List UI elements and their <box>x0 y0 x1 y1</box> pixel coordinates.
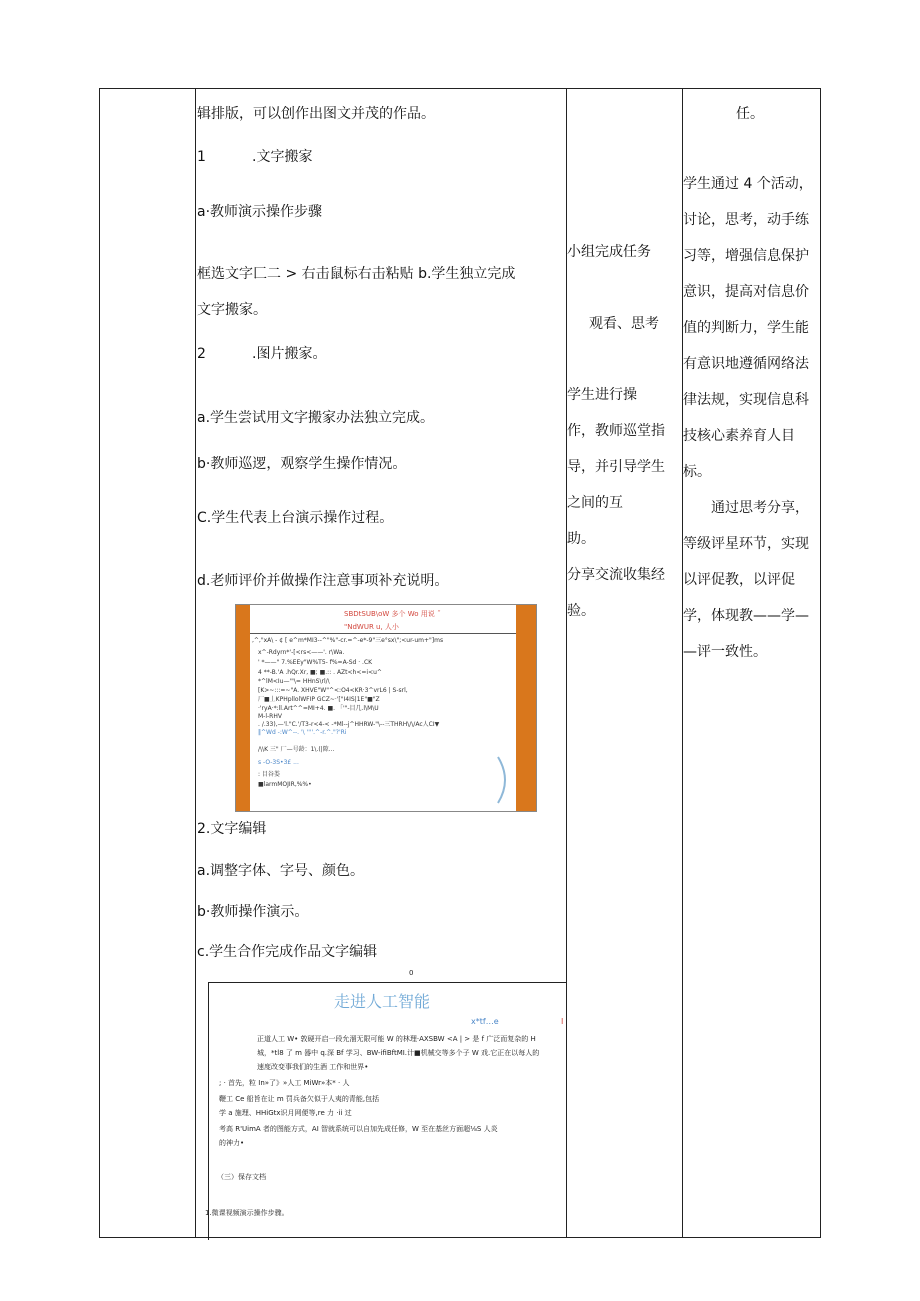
intent-line: 通过思考分享， <box>711 500 809 516</box>
intent-line: 标。 <box>683 464 711 480</box>
select-copy-instructions: 框选文字匚二 > 右击鼠标右击粘贴 b.学生独立完成 <box>197 266 516 282</box>
left-orange-bar <box>236 605 250 811</box>
screenshot-line: . /.33),—'l."C.'/T3-r<4-< -*Ml--j^HHRW-"\--三THRH\/\/Ac人CI▼ <box>258 721 440 728</box>
section2-step-c: c.学生合作完成作品文字编辑 <box>197 944 378 960</box>
article-paragraph: 速度改变事我们的生酒 工作和世界• <box>257 1063 369 1071</box>
intent-line: 以评促教，以评促 <box>683 572 795 588</box>
share-line: 验。 <box>567 603 595 619</box>
design-intent-column <box>683 89 817 1237</box>
student-try-step: a.学生尝试用文字搬家办法独立完成。 <box>197 410 435 426</box>
screenshot-header-2: "NdWUR u, 人小 <box>344 623 399 631</box>
intent-line: 学生通过 4 个活动， <box>683 176 813 192</box>
intent-line: 习等，增强信息保护 <box>683 248 809 264</box>
curve-decoration-icon <box>494 755 514 805</box>
activity-column <box>567 89 671 1237</box>
intent-line: 等级评星环节，实现 <box>683 536 809 552</box>
screenshot-line: [K>~:::=~"A. XHVE"W"^<:O4<KR·3^vrL6 | S-srl, <box>258 687 408 694</box>
group-task: 小组完成任务 <box>567 244 651 260</box>
screenshot-line: 4 **-B.'A .hQr.Xr, ■; ■.:: . AZt<h<=i<u^ <box>258 669 382 676</box>
screenshot-line: /\\K 三" 厂—号龄：1\.(|隙... <box>258 746 335 753</box>
intent-line: 技核心素养育人目 <box>683 428 795 444</box>
intent-line: 有意识地遵循网络法 <box>683 356 809 372</box>
screenshot-line: : 目谷娄 <box>258 771 280 778</box>
lesson-table <box>99 88 821 1238</box>
article-title: 走进人工智能 <box>334 992 431 1011</box>
intent-line: 任。 <box>736 106 764 122</box>
watch-think: 观看、思考 <box>589 316 659 332</box>
screenshot-line: s -O-3S•3£ ... <box>258 759 299 766</box>
intent-line: 意识，提高对信息价 <box>683 284 809 300</box>
teacher-demo-steps: a·教师演示操作步骤 <box>197 204 323 220</box>
article-paragraph: 考高 R'UimA 者的图能方式，AI 智就系统可以自加先成任修，W 至在基丝方面超⅛S 人炎 <box>219 1125 498 1133</box>
student-operate-line: 之间的互 <box>567 495 623 511</box>
screenshot-line: ■larmMOJIR,%%• <box>258 781 312 788</box>
text-move-label: 文字搬家。 <box>197 302 267 318</box>
intent-line: 学，体现教——学— <box>683 608 809 624</box>
screenshot-line: ' *——" 7.%EEy"W%T5- f%=A-Sd · .CK <box>258 659 373 666</box>
student-operate-line: 学生进行操 <box>567 387 637 403</box>
screenshot-line: *^lM<Iu—'"\= HHnS\rl/\ <box>258 678 330 685</box>
corner-mark: I <box>561 1017 564 1026</box>
column-divider-1 <box>195 89 196 1237</box>
screenshot-header: SBDtSUB\oW 多个 Wo 用说 ˝ <box>344 610 441 618</box>
section2-title: 2.文字编辑 <box>197 821 267 837</box>
intro-line: 辑排版，可以创作出图文并茂的作品。 <box>197 106 435 122</box>
article-paragraph: 的神力• <box>219 1139 245 1147</box>
item2-label: .图片搬家。 <box>252 346 327 362</box>
save-document-item: 1.微课视频演示操作步骤。 <box>205 1209 289 1217</box>
article-subtitle: x*tf…e <box>471 1017 499 1026</box>
teacher-patrol-step: b·教师巡逻，观察学生操作情况。 <box>197 456 407 472</box>
embedded-screenshot-document-editor <box>235 604 537 812</box>
share-line: 分享交流收集经 <box>567 567 665 583</box>
intent-line: 律法规，实现信息科 <box>683 392 809 408</box>
intent-line: 值的判断力，学生能 <box>683 320 809 336</box>
screenshot-line: 厂■丄KPHpllolWFIP GCZ~·'["I4IS|1E"■"Z <box>258 696 380 703</box>
article-paragraph: ; · 首先，粒 In»了》»人工 MiWr»本* · 人 <box>219 1079 350 1087</box>
item2-number: 2 <box>197 346 206 362</box>
intent-line: 讨论，思考，动手练 <box>683 212 809 228</box>
section2-step-b: b·教师操作演示。 <box>197 904 309 920</box>
screenshot-line: x^-Rdyrn*'-[<rs<——'. r\Wa. <box>258 649 345 656</box>
student-operate-line: 导，并引导学生 <box>567 459 665 475</box>
article-paragraph: 鞭工 Ce 船旨在让 m 罚兵备欠似于人夷的青能,包括 <box>219 1095 380 1103</box>
screenshot-line: M-l-RHV <box>258 713 282 720</box>
screenshot-line: ·'ryA·*:ll.Art^^=MI+4. ■. 「'"-目几.l\M\U <box>258 705 379 712</box>
screenshot-line: ‚^‚"xA\ - ¢ [ e^m*MI3--^"%"-cr.=^-e*-9"三e°sx\";<ur-um+"]ms <box>252 637 444 644</box>
save-document-heading: （三）保存文档 <box>217 1173 266 1181</box>
article-paragraph: 学 a 施理、HHiGtx识月网便等,re 力 ·ii 过 <box>219 1109 352 1117</box>
top-mark: 0 <box>409 969 414 977</box>
item1-number: 1 <box>197 149 206 165</box>
article-paragraph: 城，*tl8 了 m 器中 q.深 Bf 学习、BW-ifiBftMI.计■机械交等多个子 W 戏.它正在以每人的 <box>257 1049 540 1057</box>
article-paragraph: 正道人工 W• 敦硬开启一段允溜无限可能 W 的林理·AXSBW <A | > 是 f 广泛而复杂的 H <box>257 1035 536 1043</box>
teacher-evaluate-step: d.老师评价并做操作注意事项补充说明。 <box>197 573 449 589</box>
intent-line: —评一致性。 <box>683 644 767 660</box>
student-demo-step: C.学生代表上台演示操作过程。 <box>197 510 394 526</box>
student-operate-line: 助。 <box>567 531 595 547</box>
item1-label: .文字搬家 <box>252 149 313 165</box>
screenshot-header-divider <box>250 633 516 634</box>
screenshot-line: ‖^Wd -:W^--. '\ ''''.^-r.^."?'Ri <box>258 729 347 736</box>
embedded-screenshot-article <box>205 969 567 1240</box>
right-orange-bar <box>516 605 536 811</box>
section2-step-a: a.调整字体、字号、颜色。 <box>197 863 365 879</box>
student-operate-line: 作，教师巡堂指 <box>567 423 665 439</box>
